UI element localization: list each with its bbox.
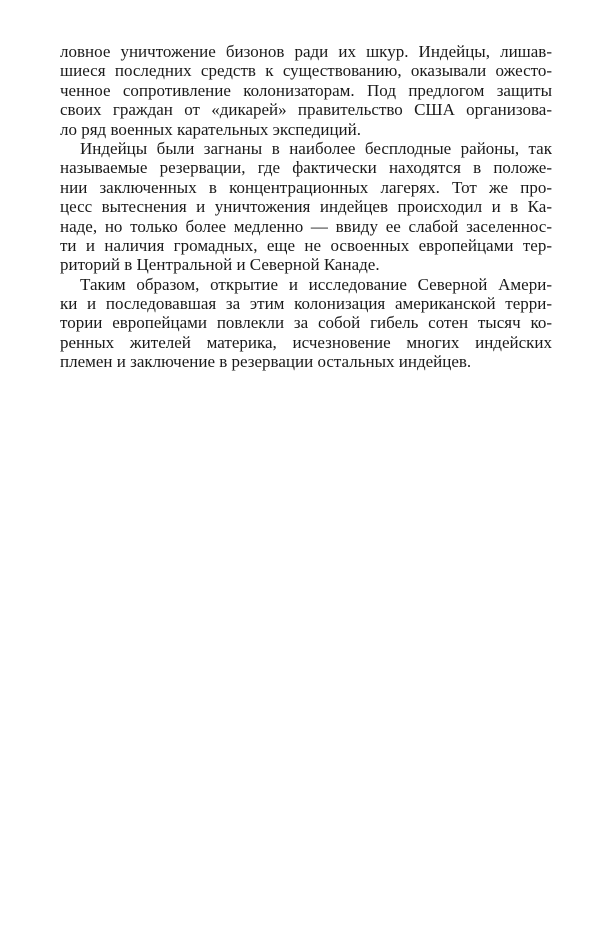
- text-line: цесс вытеснения и уничтожения индейцев происходил и в Ка-: [60, 197, 552, 217]
- body-text: [60, 42, 552, 372]
- text-line: шиеся последних средств к существованию, оказывали ожесто-: [60, 61, 552, 81]
- text-line: ло ряд военных карательных экспедиций.: [60, 119, 362, 139]
- text-line: называемые резервации, где фактически находятся в положе-: [60, 158, 552, 178]
- paragraph-1: [60, 42, 552, 139]
- text-line: тории европейцами повлекли за собой гибель сотен тысяч ко-: [60, 313, 552, 333]
- text-line: ти и наличия громадных, еще не освоенных европейцами тер-: [60, 235, 552, 255]
- text-line: своих граждан от «дикарей» правительство США организова-: [60, 100, 552, 120]
- text-line: ловное уничтожение бизонов ради их шкур. Индейцы, лишав-: [60, 42, 552, 61]
- text-line: ченное сопротивление колонизаторам. Под предлогом защиты: [60, 80, 552, 100]
- text-line: племен и заключение в резервации остальных индейцев.: [60, 352, 472, 372]
- text-line: наде, но только более медленно — ввиду ее слабой заселеннос-: [60, 216, 552, 236]
- text-line: ки и последовавшая за этим колонизация американской терри-: [60, 294, 552, 314]
- text-line: Таким образом, открытие и исследование Северной Амери-: [80, 274, 552, 294]
- text-line: нии заключенных в концентрационных лагерях. Тот же про-: [60, 177, 552, 197]
- paragraph-2: [60, 139, 552, 275]
- text-line: Индейцы были загнаны в наиболее бесплодные районы, так: [80, 138, 552, 158]
- text-line: ренных жителей материка, исчезновение многих индейских: [60, 332, 552, 352]
- text-line: риторий в Центральной и Северной Канаде.: [60, 255, 380, 275]
- paragraph-3: [60, 275, 552, 372]
